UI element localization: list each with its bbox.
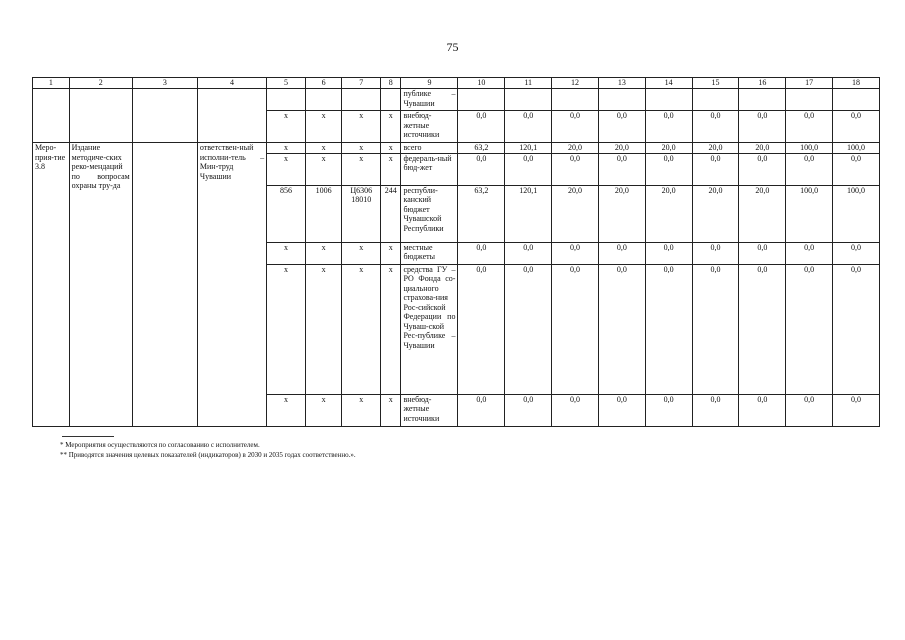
kbk-column-8: x [381, 264, 401, 394]
value-cell: 120,1 [505, 185, 552, 242]
funding-source: местные бюджеты [401, 242, 458, 264]
value-cell: 63,2 [458, 185, 505, 242]
column-number: 2 [69, 78, 132, 89]
value-cell: 0,0 [786, 394, 833, 426]
budget-table [32, 77, 880, 427]
value-cell: 0,0 [833, 242, 880, 264]
value-cell: 0,0 [505, 111, 552, 143]
column-number: 4 [197, 78, 266, 89]
value-cell [786, 89, 833, 111]
value-cell: 0,0 [833, 153, 880, 185]
value-cell [598, 89, 645, 111]
value-cell: 0,0 [692, 394, 739, 426]
footnote-1: * Мероприятия осуществляются по согласованию с исполнителем. [60, 441, 260, 449]
value-cell [739, 89, 786, 111]
column-number: 3 [132, 78, 197, 89]
kbk-column-6: 1006 [305, 185, 342, 242]
value-cell: 100,0 [786, 143, 833, 154]
value-cell: 0,0 [739, 111, 786, 143]
value-cell: 100,0 [833, 143, 880, 154]
funding-source: внебюд-жетные источники [401, 111, 458, 143]
column-number: 5 [267, 78, 306, 89]
kbk-column-6: x [305, 153, 342, 185]
table-row [33, 89, 880, 111]
kbk-column-8: 244 [381, 185, 401, 242]
kbk-column-5: x [267, 394, 306, 426]
value-cell: 0,0 [645, 242, 692, 264]
kbk-column-6: x [305, 242, 342, 264]
value-cell: 0,0 [739, 242, 786, 264]
funding-source: федераль-ный бюд-жет [401, 153, 458, 185]
value-cell: 20,0 [552, 185, 599, 242]
value-cell: 0,0 [598, 264, 645, 394]
kbk-column-8: x [381, 153, 401, 185]
value-cell: 0,0 [692, 111, 739, 143]
kbk-column-6: x [305, 394, 342, 426]
value-cell: 63,2 [458, 143, 505, 154]
value-cell: 0,0 [552, 242, 599, 264]
kbk-column-7: x [342, 242, 381, 264]
kbk-column-6: x [305, 143, 342, 154]
value-cell: 0,0 [645, 394, 692, 426]
kbk-column-6: x [305, 264, 342, 394]
kbk-column-7: Ц6306 18010 [342, 185, 381, 242]
column-number: 6 [305, 78, 342, 89]
kbk-column-7: x [342, 394, 381, 426]
value-cell: 0,0 [786, 242, 833, 264]
value-cell: 0,0 [505, 242, 552, 264]
column-number: 7 [342, 78, 381, 89]
executor: ответствен-ный исполни-тель – Мин-труд Чувашии [197, 143, 266, 427]
activity-code: Меро-прия-тие 3.8 [33, 143, 70, 427]
value-cell: 0,0 [645, 111, 692, 143]
kbk-column-8: x [381, 143, 401, 154]
kbk-column-6: x [305, 111, 342, 143]
value-cell: 20,0 [598, 143, 645, 154]
value-cell: 0,0 [739, 153, 786, 185]
value-cell: 0,0 [458, 242, 505, 264]
kbk-column-5: x [267, 264, 306, 394]
value-cell: 20,0 [645, 143, 692, 154]
value-cell [692, 89, 739, 111]
value-cell: 0,0 [645, 264, 692, 394]
value-cell: 0,0 [552, 111, 599, 143]
column-number: 11 [505, 78, 552, 89]
value-cell: 0,0 [833, 394, 880, 426]
value-cell: 0,0 [598, 394, 645, 426]
value-cell: 0,0 [786, 264, 833, 394]
column-number: 10 [458, 78, 505, 89]
value-cell [505, 89, 552, 111]
value-cell: 0,0 [552, 394, 599, 426]
column-number-row [33, 78, 880, 89]
value-cell: 20,0 [692, 143, 739, 154]
value-cell: 100,0 [786, 185, 833, 242]
page-number: 75 [446, 40, 459, 54]
value-cell: 0,0 [598, 153, 645, 185]
funding-source: публике – Чувашии [401, 89, 458, 111]
footnote-separator [62, 436, 114, 437]
activity-name: Издание методиче-ских реко-мендаций по вопросам охраны тру-да [69, 143, 132, 427]
value-cell [552, 89, 599, 111]
kbk-column-7: x [342, 111, 381, 143]
value-cell [645, 89, 692, 111]
value-cell: 0,0 [458, 394, 505, 426]
value-cell: 0,0 [458, 153, 505, 185]
value-cell: 0,0 [692, 153, 739, 185]
kbk-column-8: x [381, 111, 401, 143]
kbk-column-5: 856 [267, 185, 306, 242]
value-cell: 0,0 [552, 153, 599, 185]
value-cell: 20,0 [739, 143, 786, 154]
funding-source: всего [401, 143, 458, 154]
value-cell: 0,0 [645, 153, 692, 185]
kbk-column-7: x [342, 143, 381, 154]
value-cell: 120,1 [505, 143, 552, 154]
funding-source: средства ГУ – РО Фонда со-циального страхова-ния Рос-сийской Федерации по Чуваш-ской Рес-публике – Чувашии [401, 264, 458, 394]
kbk-column-5 [267, 89, 306, 111]
value-cell: 20,0 [552, 143, 599, 154]
kbk-column-6 [305, 89, 342, 111]
value-cell: 0,0 [692, 264, 739, 394]
kbk-column-7 [342, 89, 381, 111]
kbk-column-7: x [342, 153, 381, 185]
activity-code [33, 89, 70, 143]
value-cell: 20,0 [739, 185, 786, 242]
kbk-column-7: x [342, 264, 381, 394]
column-number: 12 [552, 78, 599, 89]
column-number: 1 [33, 78, 70, 89]
footnote-2: ** Приводятся значения целевых показателей (индикаторов) в 2030 и 2035 годах соответственно.». [60, 451, 356, 459]
kbk-column-5: x [267, 111, 306, 143]
value-cell: 0,0 [552, 264, 599, 394]
table-row [33, 143, 880, 154]
value-cell: 0,0 [458, 264, 505, 394]
value-cell: 0,0 [598, 111, 645, 143]
activity-name [69, 89, 132, 143]
value-cell: 100,0 [833, 185, 880, 242]
value-cell: 0,0 [833, 264, 880, 394]
kbk-column-5: x [267, 242, 306, 264]
column-number: 8 [381, 78, 401, 89]
value-cell: 0,0 [739, 394, 786, 426]
column-number: 18 [833, 78, 880, 89]
value-cell: 20,0 [645, 185, 692, 242]
kbk-column-8 [381, 89, 401, 111]
column-3-cell [132, 89, 197, 143]
value-cell: 0,0 [786, 111, 833, 143]
value-cell: 0,0 [598, 242, 645, 264]
value-cell [833, 89, 880, 111]
value-cell: 0,0 [692, 242, 739, 264]
value-cell: 0,0 [505, 153, 552, 185]
funding-source: внебюд-жетные источники [401, 394, 458, 426]
column-number: 15 [692, 78, 739, 89]
value-cell [458, 89, 505, 111]
column-number: 14 [645, 78, 692, 89]
value-cell: 0,0 [505, 394, 552, 426]
kbk-column-8: x [381, 394, 401, 426]
footnotes [60, 440, 356, 460]
value-cell: 0,0 [786, 153, 833, 185]
value-cell: 20,0 [598, 185, 645, 242]
column-number: 9 [401, 78, 458, 89]
column-number: 17 [786, 78, 833, 89]
column-number: 13 [598, 78, 645, 89]
kbk-column-8: x [381, 242, 401, 264]
value-cell: 0,0 [739, 264, 786, 394]
executor [197, 89, 266, 143]
value-cell: 0,0 [505, 264, 552, 394]
column-3-cell [132, 143, 197, 427]
value-cell: 0,0 [458, 111, 505, 143]
funding-source: республи-канский бюджет Чувашской Республики [401, 185, 458, 242]
column-number: 16 [739, 78, 786, 89]
kbk-column-5: x [267, 153, 306, 185]
value-cell: 0,0 [833, 111, 880, 143]
kbk-column-5: x [267, 143, 306, 154]
value-cell: 20,0 [692, 185, 739, 242]
